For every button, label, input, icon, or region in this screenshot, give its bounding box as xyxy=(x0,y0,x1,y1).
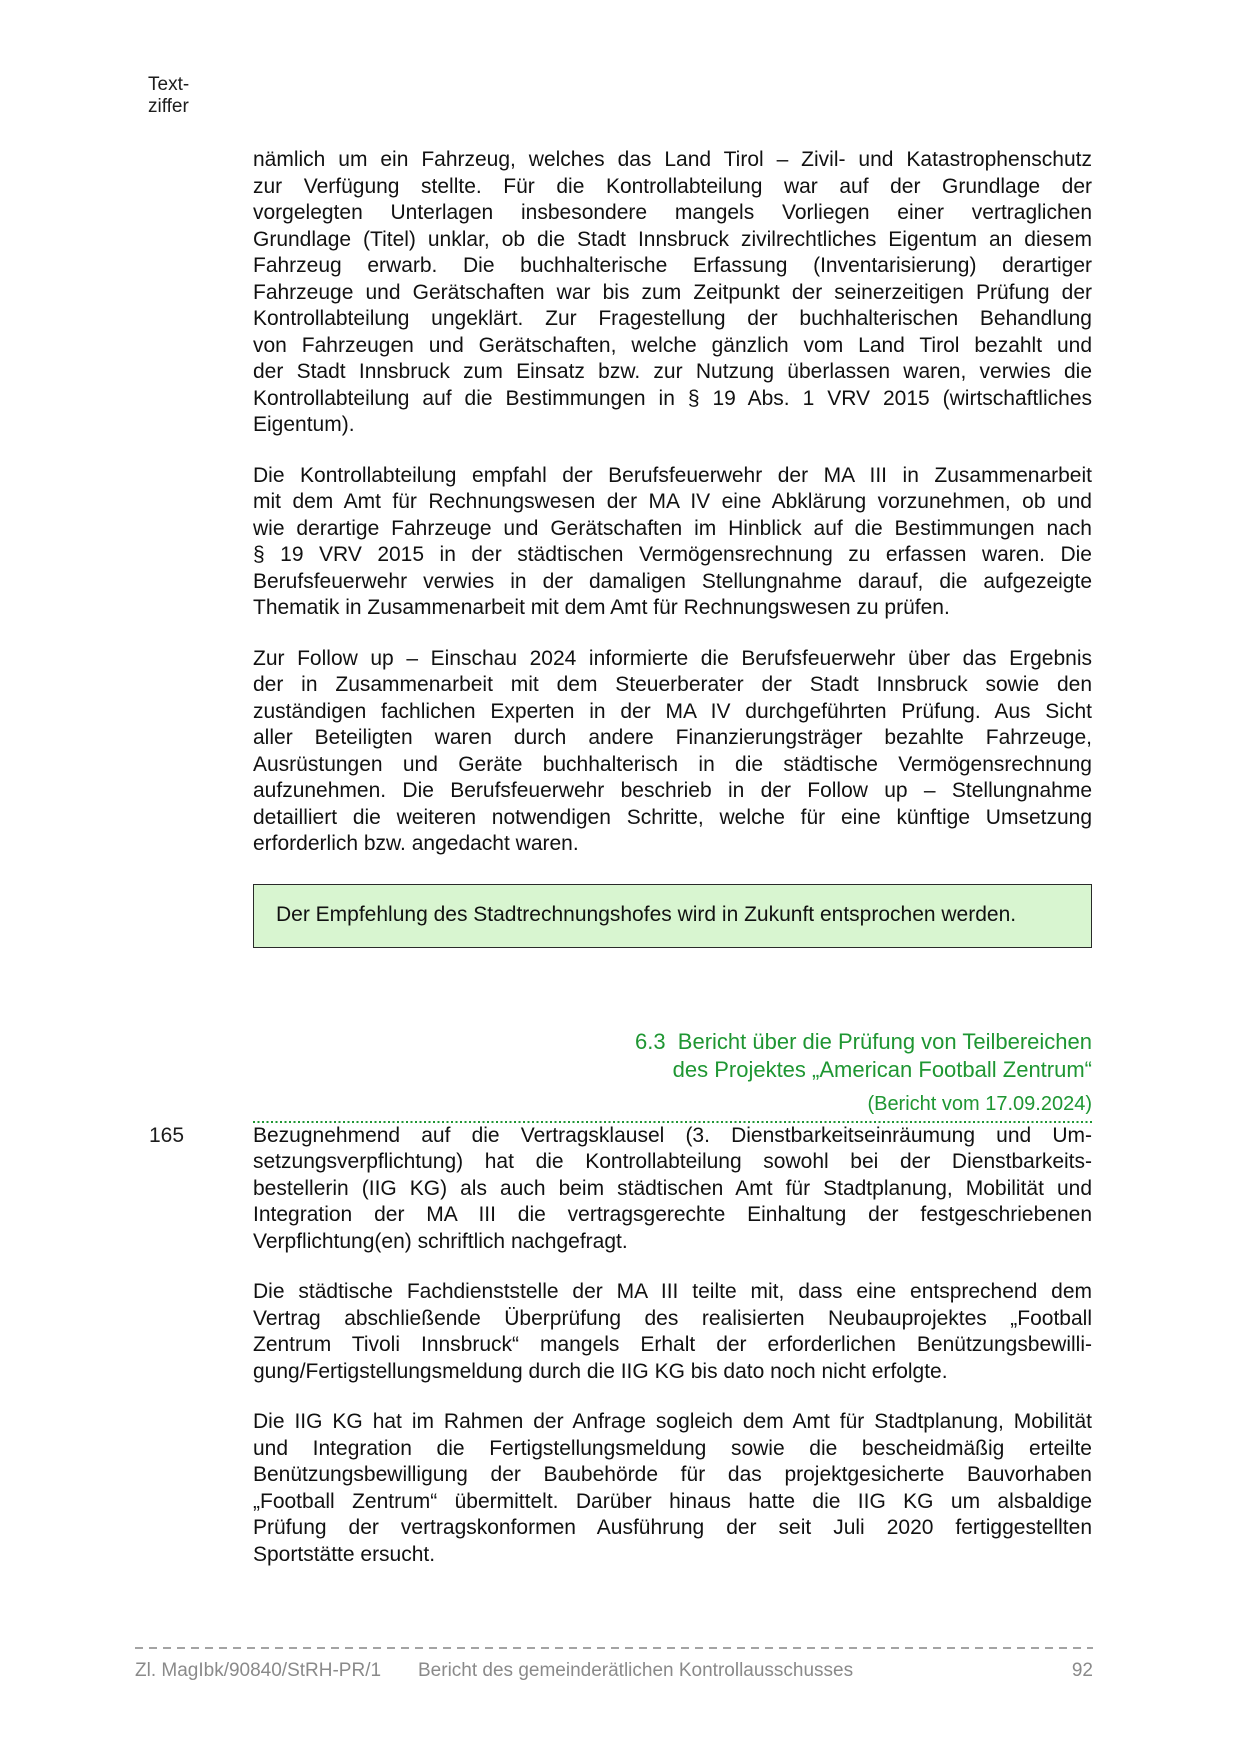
footer-report-title: Bericht des gemeinderätlichen Kontrollausschusses xyxy=(418,1660,854,1681)
text-line: und Integration die Fertigstellungsmeldung sowie die bescheidmäßig erteilte xyxy=(253,1436,1092,1460)
recommendation-text: Der Empfehlung des Stadtrechnungshofes wird in Zukunft entsprochen werden. xyxy=(276,903,1017,927)
text-line: detailliert die weiteren notwendigen Schritte, welche für eine künftige Umsetzung xyxy=(253,805,1092,829)
text-line: Zur Follow up – Einschau 2024 informierte die Berufsfeuerwehr über das Ergebnis xyxy=(253,646,1092,670)
section-heading xyxy=(253,1028,1092,1123)
text-line: Eigentum). xyxy=(253,413,355,436)
text-line: Die Kontrollabteilung empfahl der Berufsfeuerwehr der MA III in Zusammenarbeit xyxy=(253,463,1092,487)
footer-page-number: 92 xyxy=(1071,1660,1093,1681)
section-heading-line: des Projektes „American Football Zentrum“ xyxy=(672,1056,1092,1082)
text-line: Kontrollabteilung auf die Bestimmungen in § 19 Abs. 1 VRV 2015 (wirtschaftliches xyxy=(253,386,1092,410)
text-line: Grundlage (Titel) unklar, ob die Stadt Innsbruck zivilrechtliches Eigentum an diesem xyxy=(253,227,1092,251)
text-line: gung/Fertigstellungsmeldung durch die IIG KG bis dato noch nicht erfolgte. xyxy=(253,1359,948,1383)
textziffer-label-line2: ziffer xyxy=(148,96,189,117)
text-line: Fahrzeug erwarb. Die buchhalterische Erfassung (Inventarisierung) derartiger xyxy=(253,254,1092,277)
body-paragraph xyxy=(149,1123,1092,1256)
footer-divider xyxy=(135,1647,1093,1649)
text-line: Thematik in Zusammenarbeit mit dem Amt für Rechnungswesen zu prüfen. xyxy=(253,596,950,619)
text-line: Sportstätte ersucht. xyxy=(253,1542,436,1566)
text-line: Die städtische Fachdienststelle der MA III teilte mit, dass eine entsprechend dem xyxy=(253,1280,1092,1303)
body-paragraph xyxy=(253,463,1092,622)
text-line: Vertrag abschließende Überprüfung des realisierten Neubauprojektes „Football xyxy=(253,1306,1092,1330)
text-line: § 19 VRV 2015 in der städtischen Vermögensrechnung zu erfassen waren. Die xyxy=(253,543,1092,566)
text-line: aller Beteiligten waren durch andere Finanzierungsträger bezahlte Fahrzeuge, xyxy=(253,726,1092,749)
text-line: Fahrzeuge und Gerätschaften war bis zum Zeitpunkt der seinerzeitigen Prüfung der xyxy=(253,280,1092,304)
text-line: erforderlich bzw. angedacht waren. xyxy=(253,832,579,855)
text-line: mit dem Amt für Rechnungswesen der MA IV eine Abklärung vorzunehmen, ob und xyxy=(253,490,1092,513)
text-line: Berufsfeuerwehr verwies in der damaligen Stellungnahme darauf, die aufgezeigte xyxy=(253,569,1092,593)
document-body xyxy=(149,147,1092,1592)
text-line: aufzunehmen. Die Berufsfeuerwehr beschrieb in der Follow up – Stellungnahme xyxy=(253,779,1092,802)
body-paragraph xyxy=(253,646,1092,858)
text-line: Verpflichtung(en) schriftlich nachgefragt. xyxy=(253,1229,628,1253)
body-paragraph xyxy=(253,1409,1092,1568)
text-line: vorgelegten Unterlagen insbesondere mangels Vorliegen einer vertraglichen xyxy=(253,201,1092,224)
text-line: der Stadt Innsbruck zum Einsatz bzw. zur Nutzung überlassen waren, verwies die xyxy=(253,360,1092,383)
text-line: der in Zusammenarbeit mit dem Steuerberater der Stadt Innsbruck sowie den xyxy=(253,673,1092,696)
textziffer-label-line1: Text- xyxy=(148,74,190,95)
text-line: „Football Zentrum“ übermittelt. Darüber hinaus hatte die IIG KG um alsbaldige xyxy=(253,1489,1092,1513)
text-line: setzungsverpflichtung) hat die Kontrollabteilung sowohl bei der Dienstbarkeits- xyxy=(253,1150,1092,1173)
textziffer-column-label xyxy=(148,74,189,118)
text-line: Bezugnehmend auf die Vertragsklausel (3. Dienstbarkeitseinräumung und Um- xyxy=(253,1123,1092,1147)
text-line: Ausrüstungen und Geräte buchhalterisch in die städtische Vermögensrechnung xyxy=(253,752,1092,776)
body-paragraph xyxy=(253,147,1092,439)
footer-row xyxy=(135,1660,1093,1684)
text-line: Zentrum Tivoli Innsbruck“ mangels Erhalt der erforderlichen Benützungsbewilli- xyxy=(253,1333,1092,1356)
text-line: wie derartige Fahrzeuge und Gerätschaften im Hinblick auf die Bestimmungen nach xyxy=(253,516,1092,540)
text-line: Die IIG KG hat im Rahmen der Anfrage sogleich dem Amt für Stadtplanung, Mobilität xyxy=(253,1410,1092,1433)
section-heading-line: 6.3 Bericht über die Prüfung von Teilbereichen xyxy=(635,1028,1092,1054)
text-line: Integration der MA III die vertragsgerechte Einhaltung der festgeschriebenen xyxy=(253,1203,1092,1226)
footer-reference: Zl. MagIbk/90840/StRH-PR/1 xyxy=(135,1660,382,1681)
text-line: zur Verfügung stellte. Für die Kontrollabteilung war auf der Grundlage der xyxy=(253,174,1092,198)
text-line: Benützungsbewilligung der Baubehörde für das projektgesicherte Bauvorhaben xyxy=(253,1463,1092,1486)
section-heading-date: (Bericht vom 17.09.2024) xyxy=(867,1092,1092,1115)
recommendation-box xyxy=(253,884,1092,948)
text-line: bestellerin (IIG KG) als auch beim städtischen Amt für Stadtplanung, Mobilität und xyxy=(253,1176,1092,1200)
text-line: von Fahrzeugen und Gerätschaften, welche gänzlich vom Land Tirol bezahlt und xyxy=(253,333,1092,357)
text-line: Kontrollabteilung ungeklärt. Zur Fragestellung der buchhalterischen Behandlung xyxy=(253,307,1092,330)
text-line: zuständigen fachlichen Experten in der MA IV durchgeführten Prüfung. Aus Sicht xyxy=(253,699,1092,723)
textziffer-number: 165 xyxy=(149,1123,185,1147)
text-line: nämlich um ein Fahrzeug, welches das Land Tirol – Zivil- und Katastrophenschutz xyxy=(253,148,1092,171)
page-footer xyxy=(135,1647,1093,1684)
text-line: Prüfung der vertragskonformen Ausführung der seit Juli 2020 fertiggestellten xyxy=(253,1516,1092,1539)
body-paragraph xyxy=(253,1279,1092,1385)
